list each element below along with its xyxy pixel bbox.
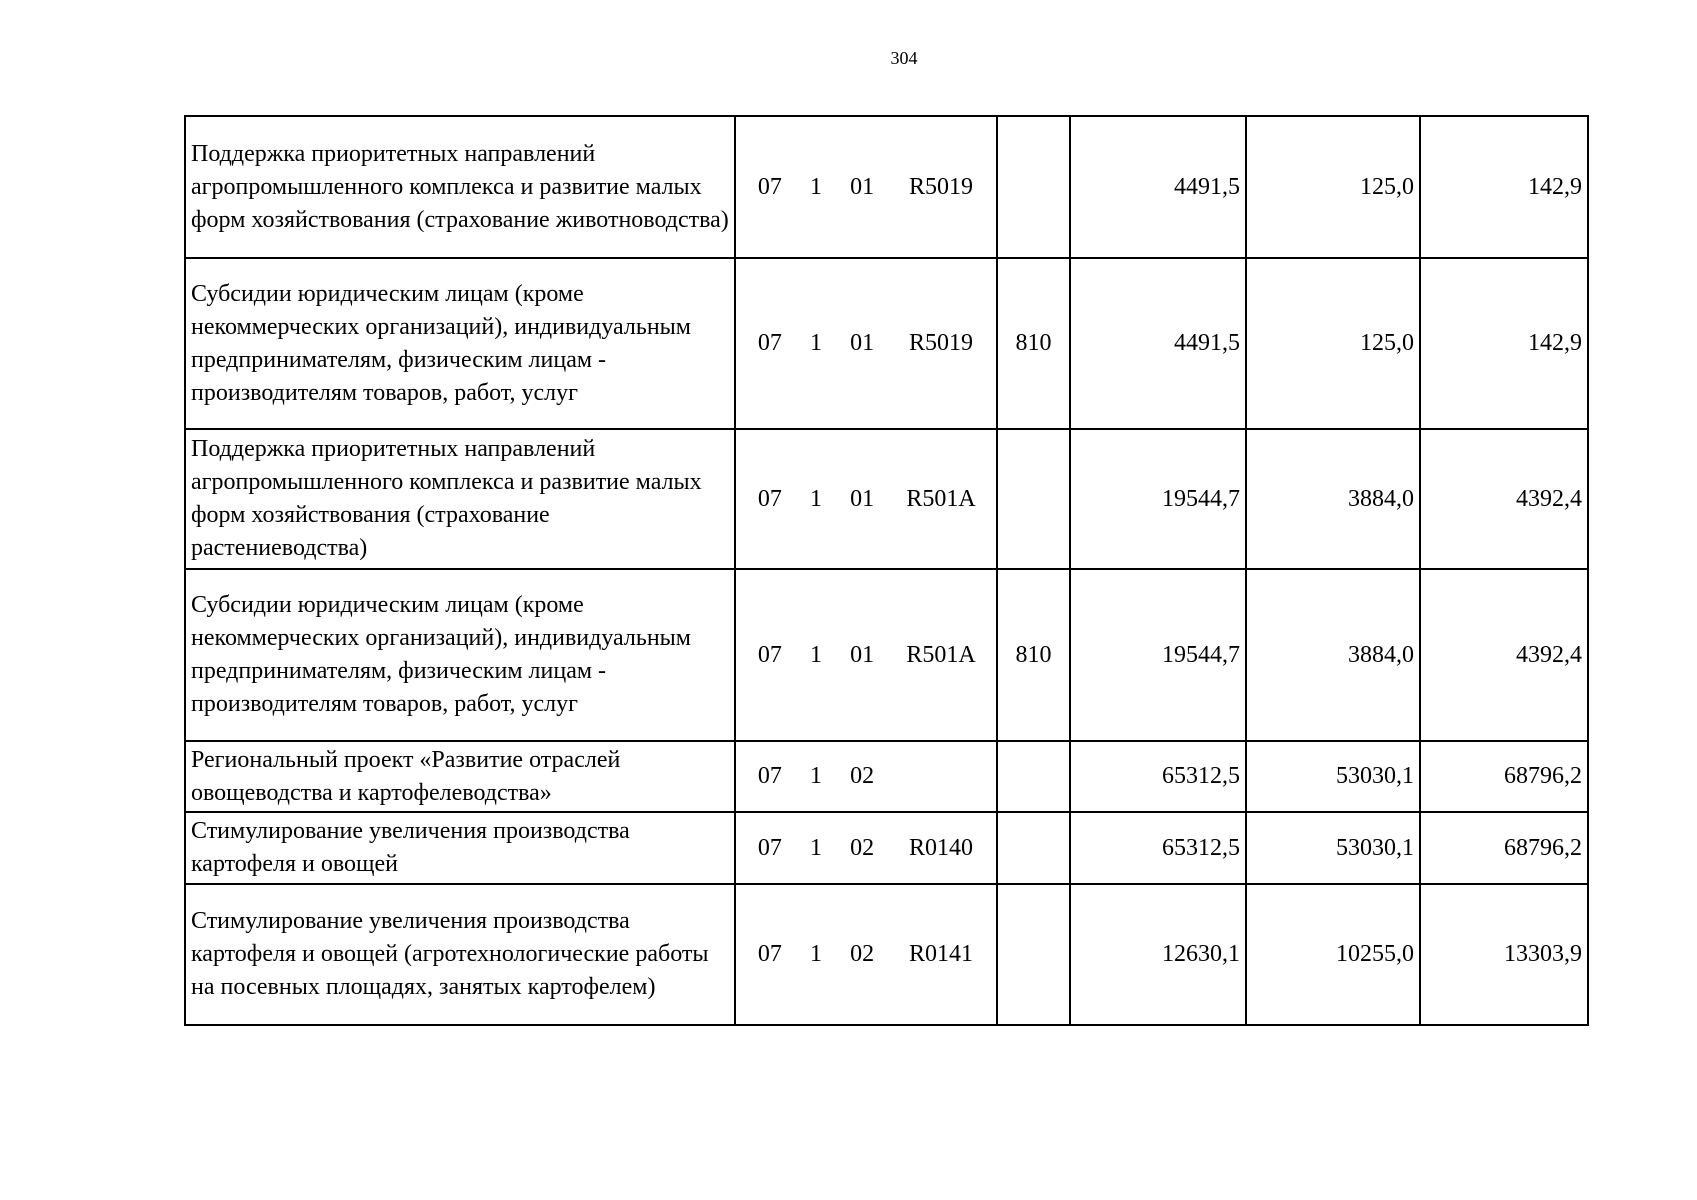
row-value-2020: 125,0 xyxy=(1246,258,1420,429)
code-part: 1 xyxy=(809,641,822,668)
code-part: 01 xyxy=(850,173,875,200)
row-value-2019: 19544,7 xyxy=(1070,429,1246,569)
budget-table-body xyxy=(185,116,1588,1025)
row-value-2021: 4392,4 xyxy=(1420,569,1588,741)
row-name: Стимулирование увеличения производства картофеля и овощей (агротехнологические работы на посевных площадях, занятых картофелем) xyxy=(185,884,735,1025)
code-part: 01 xyxy=(850,641,875,668)
code-part: 07 xyxy=(757,330,782,356)
row-code xyxy=(735,258,997,429)
table-row xyxy=(185,884,1588,1025)
code-part: R5019 xyxy=(908,330,973,356)
code-part: 01 xyxy=(850,485,875,512)
code-part: 1 xyxy=(809,173,822,200)
row-code xyxy=(735,884,997,1025)
row-value-2021: 142,9 xyxy=(1420,258,1588,429)
row-value-2020: 53030,1 xyxy=(1246,812,1420,884)
code-part: R0140 xyxy=(908,834,973,861)
row-code xyxy=(735,429,997,569)
row-vr xyxy=(997,884,1070,1025)
table-row xyxy=(185,741,1588,812)
row-name: Стимулирование увеличения производства картофеля и овощей xyxy=(185,812,735,884)
row-value-2021: 142,9 xyxy=(1420,116,1588,258)
code-part: 07 xyxy=(757,485,782,512)
row-vr xyxy=(997,812,1070,884)
code-part: R501A xyxy=(906,641,976,668)
code-part: 07 xyxy=(757,641,782,668)
row-value-2020: 10255,0 xyxy=(1246,884,1420,1025)
row-vr: 810 xyxy=(997,258,1070,429)
code-part: 1 xyxy=(809,330,822,356)
row-value-2019: 4491,5 xyxy=(1070,258,1246,429)
row-value-2019: 12630,1 xyxy=(1070,884,1246,1025)
code-part: 07 xyxy=(757,173,782,200)
row-name: Региональный проект «Развитие отраслей овощеводства и картофелеводства» xyxy=(185,741,735,812)
row-value-2019: 65312,5 xyxy=(1070,812,1246,884)
code-part: 1 xyxy=(809,941,822,967)
row-value-2021: 13303,9 xyxy=(1420,884,1588,1025)
row-code xyxy=(735,569,997,741)
row-name: Поддержка приоритетных направлений агропромышленного комплекса и развитие малых форм хозяйствования (страхование животноводства) xyxy=(185,116,735,258)
row-vr xyxy=(997,429,1070,569)
code-part: 1 xyxy=(809,763,822,789)
row-value-2020: 125,0 xyxy=(1246,116,1420,258)
table-row xyxy=(185,429,1588,569)
row-code xyxy=(735,116,997,258)
page-number: 304 xyxy=(890,48,918,68)
code-part: 07 xyxy=(757,763,782,789)
row-value-2019: 4491,5 xyxy=(1070,116,1246,258)
table-row xyxy=(185,116,1588,258)
budget-table xyxy=(184,115,1589,1026)
code-part: 02 xyxy=(850,763,875,789)
row-value-2019: 19544,7 xyxy=(1070,569,1246,741)
row-code xyxy=(735,812,997,884)
code-part: 07 xyxy=(757,834,782,861)
row-value-2020: 53030,1 xyxy=(1246,741,1420,812)
row-value-2020: 3884,0 xyxy=(1246,569,1420,741)
code-part: R5019 xyxy=(908,173,973,200)
code-part: 02 xyxy=(850,834,875,861)
row-name: Субсидии юридическим лицам (кроме некоммерческих организаций), индивидуальным предпринимателям, физическим лицам - производителям товаров, работ, услуг xyxy=(185,569,735,741)
table-row xyxy=(185,812,1588,884)
table-row xyxy=(185,258,1588,429)
row-vr: 810 xyxy=(997,569,1070,741)
row-name: Поддержка приоритетных направлений агропромышленного комплекса и развитие малых форм хозяйствования (страхование растениеводства) xyxy=(185,429,735,569)
row-name: Субсидии юридическим лицам (кроме некоммерческих организаций), индивидуальным предпринимателям, физическим лицам - производителям товаров, работ, услуг xyxy=(185,258,735,429)
code-part: R501A xyxy=(906,485,976,512)
row-vr xyxy=(997,116,1070,258)
code-part: 01 xyxy=(850,330,875,356)
code-part: 1 xyxy=(809,834,822,861)
table-row xyxy=(185,569,1588,741)
code-part: 1 xyxy=(809,485,822,512)
row-value-2020: 3884,0 xyxy=(1246,429,1420,569)
code-part: R0141 xyxy=(908,941,973,967)
row-value-2021: 4392,4 xyxy=(1420,429,1588,569)
row-value-2019: 65312,5 xyxy=(1070,741,1246,812)
code-part: 07 xyxy=(757,941,782,967)
row-code xyxy=(735,741,997,812)
row-vr xyxy=(997,741,1070,812)
code-part: 02 xyxy=(850,941,875,967)
row-value-2021: 68796,2 xyxy=(1420,741,1588,812)
row-value-2021: 68796,2 xyxy=(1420,812,1588,884)
